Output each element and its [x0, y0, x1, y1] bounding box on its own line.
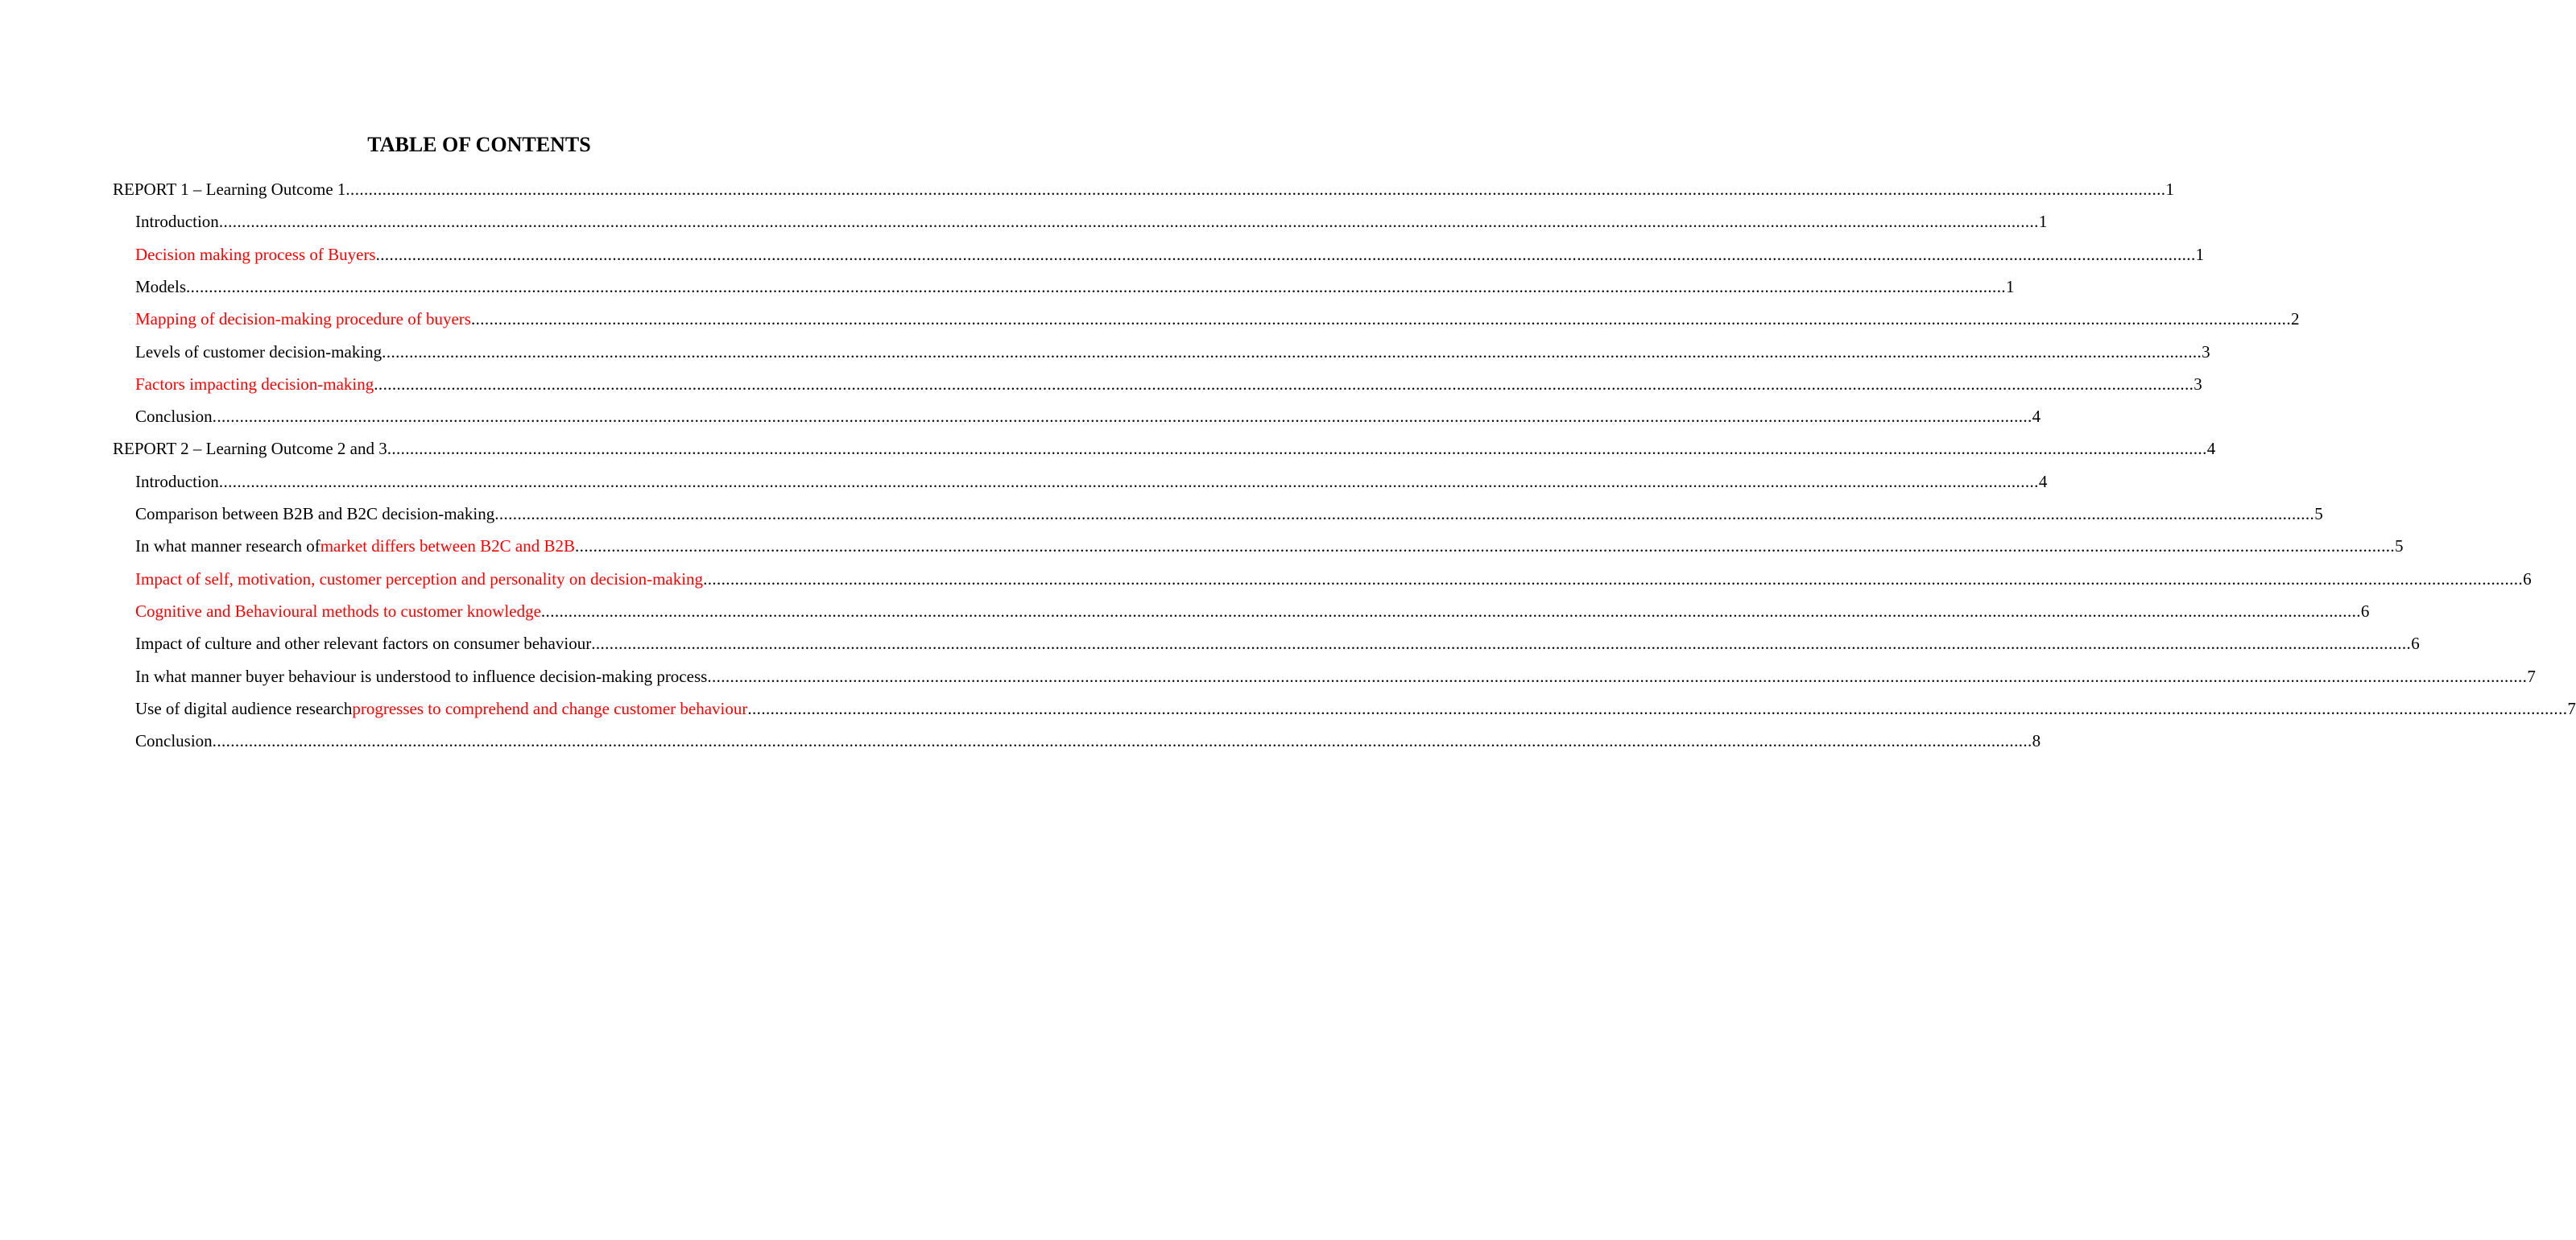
toc-entry[interactable] — [135, 502, 2323, 525]
toc-entry[interactable] — [135, 665, 2536, 688]
toc-entry-title: Models — [135, 277, 186, 296]
toc-entry-title: Cognitive and Behavioural methods to customer knowledge — [135, 601, 541, 621]
toc-entry-title: Decision making process of Buyers — [135, 245, 376, 264]
toc-page-number: 5 — [2314, 504, 2323, 523]
page-title: TABLE OF CONTENTS — [367, 133, 591, 156]
toc-dot-leader: ................................................................................................................................................................................................................................................................................................................................................................................................................ — [747, 699, 2568, 718]
toc-page-number: 6 — [2411, 634, 2420, 653]
toc-entry[interactable] — [135, 632, 2420, 655]
toc-entry-title: Introduction — [135, 212, 219, 231]
toc-heading-entry[interactable] — [113, 178, 2174, 200]
toc-page-number: 4 — [2038, 472, 2048, 491]
toc-entry-title: In what manner buyer behaviour is understood to influence decision-making process — [135, 667, 708, 686]
toc-entry-title: Mapping of decision-making procedure of buyers — [135, 309, 471, 329]
toc-entry[interactable] — [135, 470, 2048, 493]
toc-page-number: 1 — [2165, 180, 2174, 199]
toc-entry[interactable] — [135, 405, 2041, 428]
toc-dot-leader: ................................................................................................................................................................................................................................................................................................................................................................................................................ — [186, 277, 2006, 296]
toc-page-number: 1 — [2195, 245, 2205, 264]
toc-entry[interactable] — [135, 730, 2041, 752]
toc-entry-title: Impact of culture and other relevant factors on consumer behaviour — [135, 634, 592, 653]
toc-page-number: 1 — [2006, 277, 2015, 296]
toc-entry[interactable] — [135, 341, 2210, 363]
toc-entry-title: In what manner research of — [135, 536, 320, 556]
toc-page-number: 4 — [2206, 439, 2216, 458]
toc-page-number: 5 — [2395, 536, 2404, 556]
toc-page-number: 3 — [2202, 342, 2210, 362]
toc-page-number: 4 — [2032, 407, 2041, 426]
toc-entry-title: REPORT 2 – Learning Outcome 2 and 3 — [113, 439, 387, 458]
toc-entry[interactable] — [135, 697, 2576, 720]
toc-entry-title: Use of digital audience research — [135, 699, 353, 718]
toc-page-number: 7 — [2567, 699, 2576, 718]
toc-dot-leader: ................................................................................................................................................................................................................................................................................................................................................................................................................ — [591, 634, 2412, 653]
toc-entry[interactable] — [135, 373, 2202, 395]
toc-heading-entry[interactable] — [113, 437, 2216, 460]
toc-entry[interactable] — [135, 308, 2300, 330]
toc-entry-title: Comparison between B2B and B2C decision-making — [135, 504, 495, 523]
toc-page-number: 1 — [2038, 212, 2048, 231]
toc-dot-leader: ................................................................................................................................................................................................................................................................................................................................................................................................................ — [707, 667, 2528, 686]
toc-entry[interactable] — [135, 568, 2532, 590]
toc-dot-leader: ................................................................................................................................................................................................................................................................................................................................................................................................................ — [382, 342, 2202, 362]
toc-dot-leader: ................................................................................................................................................................................................................................................................................................................................................................................................................ — [387, 439, 2207, 458]
toc-entry-title: Factors impacting decision-making — [135, 374, 374, 394]
toc-page-number: 6 — [2360, 601, 2370, 621]
toc-dot-leader: ................................................................................................................................................................................................................................................................................................................................................................................................................ — [703, 569, 2524, 589]
toc-dot-leader: ................................................................................................................................................................................................................................................................................................................................................................................................................ — [540, 601, 2361, 621]
toc-entry-title: Levels of customer decision-making — [135, 342, 382, 362]
toc-entry[interactable] — [135, 535, 2404, 557]
toc-entry[interactable] — [135, 600, 2370, 622]
toc-entry[interactable] — [135, 275, 2015, 298]
toc-dot-leader: ................................................................................................................................................................................................................................................................................................................................................................................................................ — [212, 731, 2032, 750]
toc-dot-leader: ................................................................................................................................................................................................................................................................................................................................................................................................................ — [218, 212, 2039, 231]
toc-entry-title: Conclusion — [135, 407, 213, 426]
toc-entry-title: progresses to comprehend and change customer behaviour — [352, 699, 748, 718]
toc-entry[interactable] — [135, 243, 2205, 266]
toc-page-number: 8 — [2032, 731, 2041, 750]
toc-entry[interactable] — [135, 210, 2048, 233]
toc-entry-title: Conclusion — [135, 731, 213, 750]
toc-dot-leader: ................................................................................................................................................................................................................................................................................................................................................................................................................ — [212, 407, 2032, 426]
toc-entry-title: market differs between B2C and B2B — [320, 536, 576, 556]
toc-page-number: 6 — [2523, 569, 2532, 589]
toc-dot-leader: ................................................................................................................................................................................................................................................................................................................................................................................................................ — [345, 180, 2166, 199]
toc-dot-leader: ................................................................................................................................................................................................................................................................................................................................................................................................................ — [494, 504, 2315, 523]
toc-dot-leader: ................................................................................................................................................................................................................................................................................................................................................................................................................ — [575, 536, 2396, 556]
toc-dot-leader: ................................................................................................................................................................................................................................................................................................................................................................................................................ — [375, 245, 2196, 264]
toc-page-number: 7 — [2527, 667, 2536, 686]
toc-dot-leader: ................................................................................................................................................................................................................................................................................................................................................................................................................ — [218, 472, 2039, 491]
toc-entry-title: Introduction — [135, 472, 219, 491]
toc-entry-title: Impact of self, motivation, customer perception and personality on decision-making — [135, 569, 704, 589]
toc-dot-leader: ................................................................................................................................................................................................................................................................................................................................................................................................................ — [374, 374, 2194, 394]
toc-dot-leader: ................................................................................................................................................................................................................................................................................................................................................................................................................ — [470, 309, 2291, 329]
toc-page-number: 2 — [2290, 309, 2300, 329]
toc-page-number: 3 — [2194, 374, 2202, 394]
toc-entry-title: REPORT 1 – Learning Outcome 1 — [113, 180, 346, 199]
